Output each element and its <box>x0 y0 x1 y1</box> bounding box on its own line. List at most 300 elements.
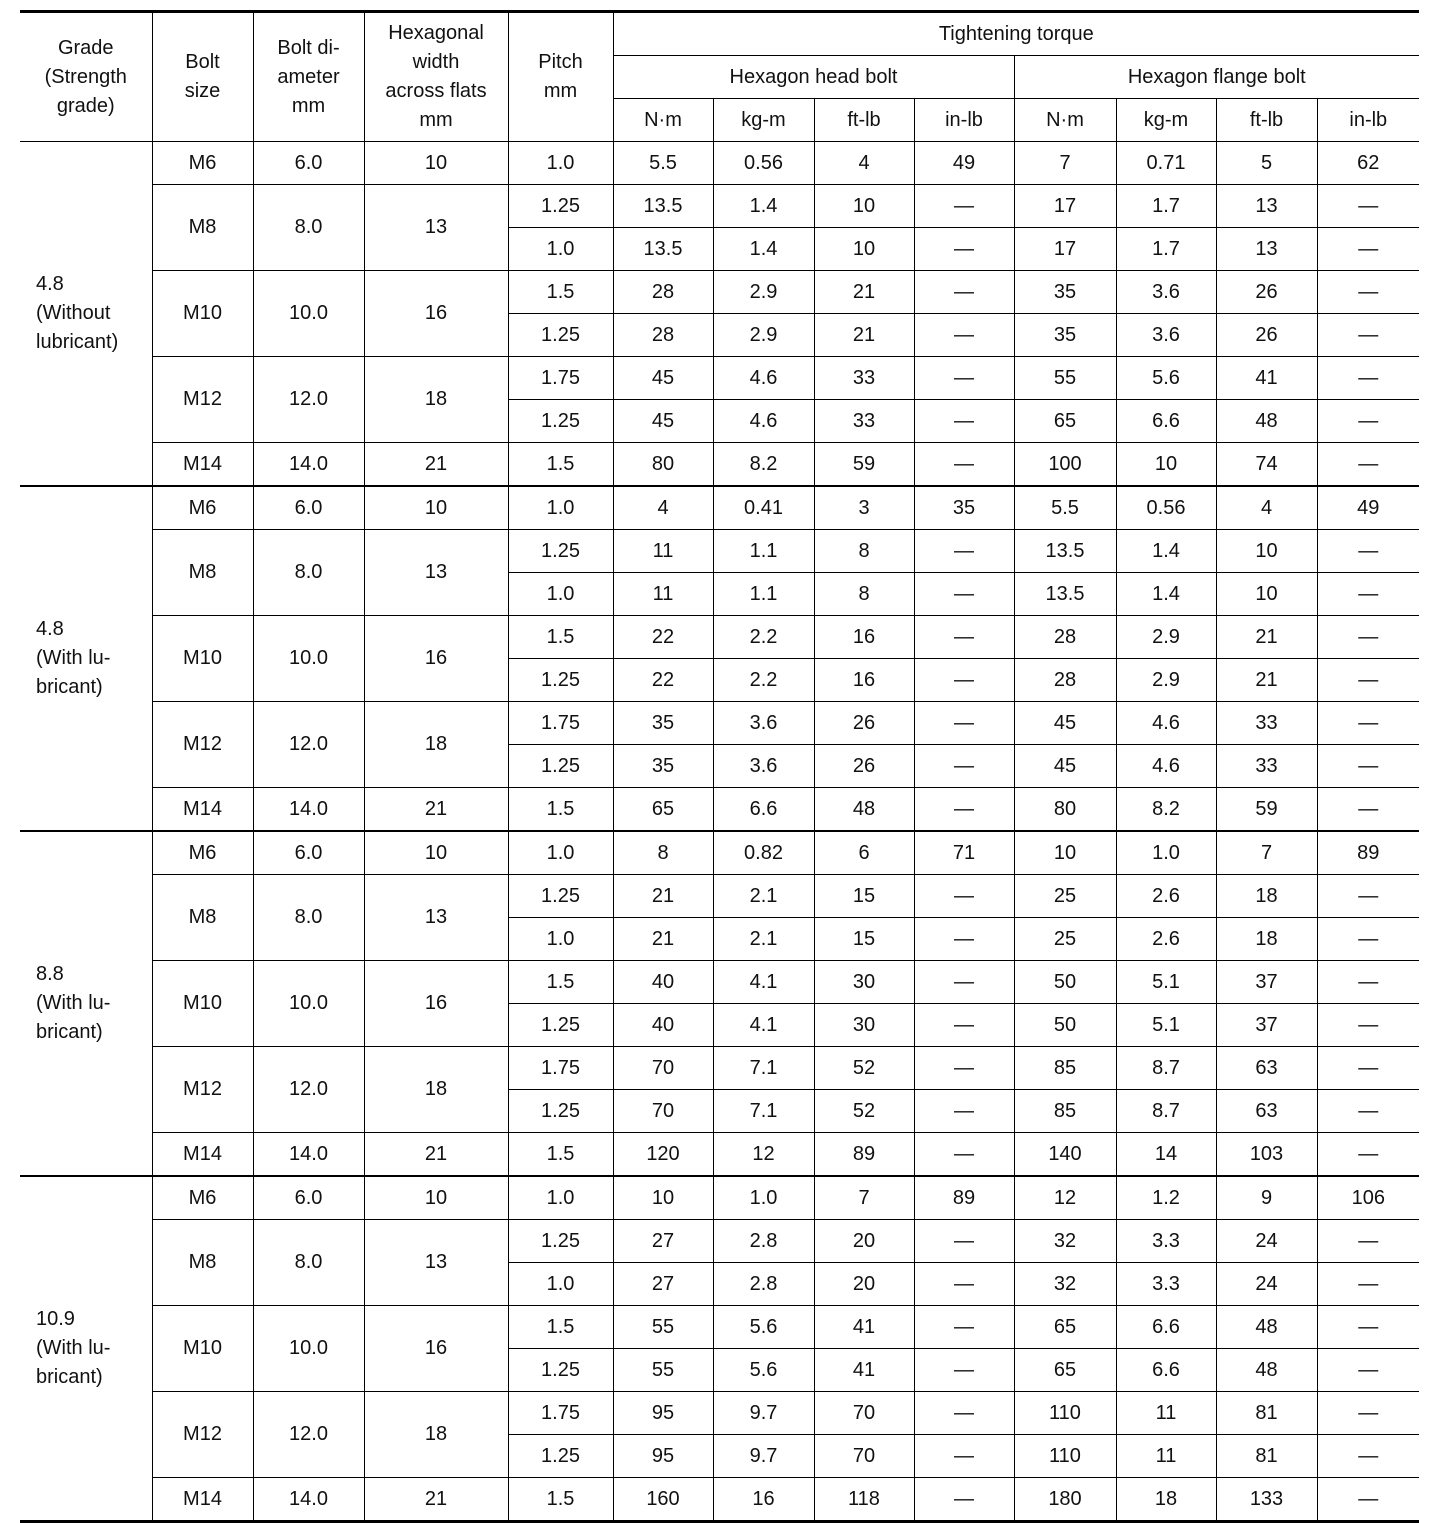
hex-head-torque-cell: — <box>914 1306 1014 1349</box>
bolt-size-cell: M12 <box>152 702 253 788</box>
hex-flange-torque-cell: 10 <box>1216 530 1317 573</box>
hex-flange-torque-cell: 48 <box>1216 400 1317 443</box>
hex-head-torque-cell: 9.7 <box>713 1435 814 1478</box>
hex-head-torque-cell: 1.4 <box>713 228 814 271</box>
hex-flange-torque-cell: 89 <box>1317 831 1419 875</box>
hex-flange-torque-cell: 37 <box>1216 1004 1317 1047</box>
hex-head-torque-cell: 1.0 <box>713 1176 814 1220</box>
hex-head-torque-cell: 0.56 <box>713 142 814 185</box>
hex-head-torque-cell: 11 <box>613 573 713 616</box>
hex-head-torque-cell: — <box>914 1263 1014 1306</box>
hex-width-cell: 21 <box>364 443 508 487</box>
hex-head-torque-cell: 28 <box>613 271 713 314</box>
bolt-diameter-cell: 14.0 <box>253 443 364 487</box>
pitch-cell: 1.25 <box>508 1220 613 1263</box>
hex-flange-torque-cell: — <box>1317 616 1419 659</box>
hex-flange-torque-cell: 1.4 <box>1116 573 1216 616</box>
hex-head-torque-cell: — <box>914 530 1014 573</box>
hex-flange-torque-cell: 85 <box>1014 1090 1116 1133</box>
hex-head-torque-cell: 59 <box>814 443 914 487</box>
grade-cell: 4.8 (Without lubricant) <box>20 142 152 487</box>
hex-flange-torque-cell: — <box>1317 1435 1419 1478</box>
pitch-cell: 1.5 <box>508 1478 613 1522</box>
hex-head-torque-cell: 4.1 <box>713 1004 814 1047</box>
hex-head-torque-cell: — <box>914 443 1014 487</box>
hex-head-torque-cell: 41 <box>814 1306 914 1349</box>
pitch-cell: 1.75 <box>508 1392 613 1435</box>
hex-flange-torque-cell: — <box>1317 961 1419 1004</box>
bolt-diameter-cell: 10.0 <box>253 1306 364 1392</box>
hex-flange-torque-cell: 13 <box>1216 228 1317 271</box>
hex-head-torque-cell: 89 <box>914 1176 1014 1220</box>
hex-head-torque-cell: 2.9 <box>713 314 814 357</box>
table-row <box>20 1047 1419 1090</box>
hex-flange-torque-cell: 50 <box>1014 1004 1116 1047</box>
pitch-cell: 1.5 <box>508 1133 613 1177</box>
bolt-diameter-cell: 10.0 <box>253 616 364 702</box>
pitch-cell: 1.0 <box>508 142 613 185</box>
hex-head-torque-cell: — <box>914 1047 1014 1090</box>
hex-flange-torque-cell: — <box>1317 573 1419 616</box>
hex-head-torque-cell: 10 <box>814 185 914 228</box>
hex-flange-torque-cell: 35 <box>1014 271 1116 314</box>
table-row <box>20 357 1419 400</box>
hex-head-torque-cell: 3 <box>814 486 914 530</box>
hex-flange-torque-cell: 100 <box>1014 443 1116 487</box>
hex-head-torque-cell: 21 <box>814 271 914 314</box>
hex-head-torque-cell: 7.1 <box>713 1047 814 1090</box>
hex-head-torque-cell: 22 <box>613 616 713 659</box>
hex-head-torque-cell: 1.4 <box>713 185 814 228</box>
hex-flange-torque-cell: 11 <box>1116 1392 1216 1435</box>
bolt-diameter-cell: 6.0 <box>253 486 364 530</box>
hex-flange-torque-cell: 25 <box>1014 918 1116 961</box>
hex-head-torque-cell: 49 <box>914 142 1014 185</box>
hex-head-torque-cell: 33 <box>814 357 914 400</box>
pitch-cell: 1.0 <box>508 228 613 271</box>
hex-flange-torque-cell: 81 <box>1216 1435 1317 1478</box>
pitch-cell: 1.5 <box>508 616 613 659</box>
hex-flange-torque-cell: 45 <box>1014 745 1116 788</box>
hex-flange-torque-cell: 74 <box>1216 443 1317 487</box>
hex-head-torque-cell: — <box>914 616 1014 659</box>
hex-flange-torque-cell: 49 <box>1317 486 1419 530</box>
hex-head-torque-cell: 2.2 <box>713 659 814 702</box>
hex-flange-torque-cell: — <box>1317 1133 1419 1177</box>
header-unit: in-lb <box>914 99 1014 142</box>
table-row <box>20 1478 1419 1522</box>
hex-flange-torque-cell: 5.6 <box>1116 357 1216 400</box>
pitch-cell: 1.75 <box>508 702 613 745</box>
hex-head-torque-cell: 48 <box>814 788 914 832</box>
hex-flange-torque-cell: 140 <box>1014 1133 1116 1177</box>
hex-flange-torque-cell: 6.6 <box>1116 400 1216 443</box>
pitch-cell: 1.25 <box>508 185 613 228</box>
hex-flange-torque-cell: 81 <box>1216 1392 1317 1435</box>
pitch-cell: 1.5 <box>508 443 613 487</box>
hex-flange-torque-cell: — <box>1317 875 1419 918</box>
hex-head-torque-cell: — <box>914 1090 1014 1133</box>
hex-head-torque-cell: 16 <box>814 659 914 702</box>
table-row <box>20 530 1419 573</box>
hex-flange-torque-cell: — <box>1317 400 1419 443</box>
hex-width-cell: 10 <box>364 486 508 530</box>
hex-head-torque-cell: 21 <box>613 918 713 961</box>
hex-head-torque-cell: 2.8 <box>713 1220 814 1263</box>
bolt-size-cell: M10 <box>152 961 253 1047</box>
hex-flange-torque-cell: 7 <box>1014 142 1116 185</box>
hex-head-torque-cell: 26 <box>814 702 914 745</box>
hex-flange-torque-cell: 1.7 <box>1116 228 1216 271</box>
hex-flange-torque-cell: — <box>1317 357 1419 400</box>
hex-head-torque-cell: 30 <box>814 1004 914 1047</box>
bolt-diameter-cell: 14.0 <box>253 1133 364 1177</box>
pitch-cell: 1.0 <box>508 1263 613 1306</box>
hex-head-torque-cell: 10 <box>814 228 914 271</box>
hex-flange-torque-cell: 59 <box>1216 788 1317 832</box>
hex-head-torque-cell: 13.5 <box>613 228 713 271</box>
hex-head-torque-cell: — <box>914 875 1014 918</box>
hex-head-torque-cell: 27 <box>613 1263 713 1306</box>
hex-head-torque-cell: 2.9 <box>713 271 814 314</box>
pitch-cell: 1.5 <box>508 788 613 832</box>
grade-cell: 4.8 (With lu- bricant) <box>20 486 152 831</box>
bolt-diameter-cell: 14.0 <box>253 788 364 832</box>
bolt-size-cell: M12 <box>152 1047 253 1133</box>
hex-width-cell: 13 <box>364 1220 508 1306</box>
bolt-diameter-cell: 12.0 <box>253 702 364 788</box>
hex-flange-torque-cell: 6.6 <box>1116 1306 1216 1349</box>
hex-flange-torque-cell: — <box>1317 1004 1419 1047</box>
table-row <box>20 142 1419 185</box>
pitch-cell: 1.25 <box>508 1349 613 1392</box>
hex-head-torque-cell: 6 <box>814 831 914 875</box>
grade-cell: 8.8 (With lu- bricant) <box>20 831 152 1176</box>
bolt-diameter-cell: 8.0 <box>253 1220 364 1306</box>
hex-flange-torque-cell: 63 <box>1216 1047 1317 1090</box>
hex-flange-torque-cell: 3.3 <box>1116 1220 1216 1263</box>
table-row <box>20 788 1419 832</box>
hex-flange-torque-cell: 65 <box>1014 1306 1116 1349</box>
hex-flange-torque-cell: 3.3 <box>1116 1263 1216 1306</box>
hex-flange-torque-cell: 2.9 <box>1116 659 1216 702</box>
hex-flange-torque-cell: — <box>1317 1220 1419 1263</box>
hex-flange-torque-cell: 1.4 <box>1116 530 1216 573</box>
hex-flange-torque-cell: — <box>1317 443 1419 487</box>
hex-head-torque-cell: — <box>914 271 1014 314</box>
hex-flange-torque-cell: — <box>1317 228 1419 271</box>
table-row <box>20 702 1419 745</box>
bolt-size-cell: M14 <box>152 788 253 832</box>
hex-head-torque-cell: 11 <box>613 530 713 573</box>
table-row <box>20 875 1419 918</box>
bolt-size-cell: M8 <box>152 185 253 271</box>
hex-width-cell: 21 <box>364 1478 508 1522</box>
hex-head-torque-cell: 41 <box>814 1349 914 1392</box>
bolt-size-cell: M10 <box>152 271 253 357</box>
bolt-diameter-cell: 8.0 <box>253 875 364 961</box>
hex-flange-torque-cell: 80 <box>1014 788 1116 832</box>
hex-flange-torque-cell: 10 <box>1116 443 1216 487</box>
hex-head-torque-cell: 15 <box>814 875 914 918</box>
header-unit: ft-lb <box>1216 99 1317 142</box>
hex-flange-torque-cell: 106 <box>1317 1176 1419 1220</box>
hex-flange-torque-cell: — <box>1317 1349 1419 1392</box>
hex-width-cell: 10 <box>364 831 508 875</box>
hex-head-torque-cell: 20 <box>814 1220 914 1263</box>
pitch-cell: 1.0 <box>508 1176 613 1220</box>
pitch-cell: 1.0 <box>508 918 613 961</box>
hex-width-cell: 16 <box>364 1306 508 1392</box>
hex-width-cell: 16 <box>364 271 508 357</box>
pitch-cell: 1.0 <box>508 831 613 875</box>
table-row <box>20 486 1419 530</box>
hex-head-torque-cell: — <box>914 1349 1014 1392</box>
table-row <box>20 616 1419 659</box>
hex-width-cell: 10 <box>364 142 508 185</box>
hex-head-torque-cell: 4.6 <box>713 400 814 443</box>
hex-flange-torque-cell: 28 <box>1014 659 1116 702</box>
hex-flange-torque-cell: — <box>1317 1263 1419 1306</box>
hex-flange-torque-cell: 45 <box>1014 702 1116 745</box>
hex-width-cell: 21 <box>364 788 508 832</box>
table-row <box>20 185 1419 228</box>
hex-head-torque-cell: 2.8 <box>713 1263 814 1306</box>
hex-head-torque-cell: — <box>914 1220 1014 1263</box>
hex-head-torque-cell: — <box>914 1004 1014 1047</box>
bolt-size-cell: M8 <box>152 875 253 961</box>
hex-flange-torque-cell: 4 <box>1216 486 1317 530</box>
hex-flange-torque-cell: 9 <box>1216 1176 1317 1220</box>
hex-head-torque-cell: 2.1 <box>713 875 814 918</box>
torque-table <box>20 10 1419 1523</box>
hex-head-torque-cell: 55 <box>613 1349 713 1392</box>
hex-head-torque-cell: 22 <box>613 659 713 702</box>
hex-flange-torque-cell: 5.1 <box>1116 961 1216 1004</box>
bolt-diameter-cell: 12.0 <box>253 357 364 443</box>
hex-head-torque-cell: 35 <box>613 745 713 788</box>
hex-flange-torque-cell: 18 <box>1216 875 1317 918</box>
table-header <box>20 12 1419 142</box>
hex-flange-torque-cell: 18 <box>1216 918 1317 961</box>
hex-width-cell: 18 <box>364 1047 508 1133</box>
hex-head-torque-cell: 2.2 <box>713 616 814 659</box>
hex-flange-torque-cell: 8.2 <box>1116 788 1216 832</box>
header-unit: in-lb <box>1317 99 1419 142</box>
hex-flange-torque-cell: 63 <box>1216 1090 1317 1133</box>
hex-head-torque-cell: 0.82 <box>713 831 814 875</box>
hex-flange-torque-cell: 55 <box>1014 357 1116 400</box>
bolt-size-cell: M14 <box>152 443 253 487</box>
hex-head-torque-cell: 2.1 <box>713 918 814 961</box>
hex-width-cell: 21 <box>364 1133 508 1177</box>
hex-head-torque-cell: 28 <box>613 314 713 357</box>
hex-flange-torque-cell: 4.6 <box>1116 745 1216 788</box>
hex-flange-torque-cell: 103 <box>1216 1133 1317 1177</box>
hex-width-cell: 18 <box>364 702 508 788</box>
hex-head-torque-cell: 8 <box>613 831 713 875</box>
hex-flange-torque-cell: 8.7 <box>1116 1047 1216 1090</box>
hex-head-torque-cell: 40 <box>613 961 713 1004</box>
hex-flange-torque-cell: 33 <box>1216 702 1317 745</box>
hex-flange-torque-cell: 133 <box>1216 1478 1317 1522</box>
table-row <box>20 1133 1419 1177</box>
hex-flange-torque-cell: — <box>1317 314 1419 357</box>
hex-head-torque-cell: 8.2 <box>713 443 814 487</box>
hex-head-torque-cell: 52 <box>814 1047 914 1090</box>
hex-flange-torque-cell: 12 <box>1014 1176 1116 1220</box>
hex-head-torque-cell: — <box>914 1392 1014 1435</box>
pitch-cell: 1.5 <box>508 961 613 1004</box>
hex-head-torque-cell: — <box>914 659 1014 702</box>
hex-head-torque-cell: — <box>914 185 1014 228</box>
bolt-diameter-cell: 6.0 <box>253 1176 364 1220</box>
pitch-cell: 1.5 <box>508 271 613 314</box>
hex-head-torque-cell: 65 <box>613 788 713 832</box>
hex-head-torque-cell: — <box>914 573 1014 616</box>
hex-head-torque-cell: 26 <box>814 745 914 788</box>
hex-head-torque-cell: 35 <box>914 486 1014 530</box>
hex-head-torque-cell: — <box>914 357 1014 400</box>
pitch-cell: 1.0 <box>508 573 613 616</box>
hex-flange-torque-cell: 13.5 <box>1014 530 1116 573</box>
hex-head-torque-cell: 21 <box>613 875 713 918</box>
bolt-diameter-cell: 10.0 <box>253 271 364 357</box>
hex-flange-torque-cell: 110 <box>1014 1392 1116 1435</box>
hex-head-torque-cell: 33 <box>814 400 914 443</box>
hex-width-cell: 18 <box>364 1392 508 1478</box>
hex-head-torque-cell: 6.6 <box>713 788 814 832</box>
hex-head-torque-cell: 7.1 <box>713 1090 814 1133</box>
hex-head-torque-cell: — <box>914 314 1014 357</box>
hex-head-torque-cell: 10 <box>613 1176 713 1220</box>
hex-flange-torque-cell: 180 <box>1014 1478 1116 1522</box>
table-row <box>20 271 1419 314</box>
table-row <box>20 443 1419 487</box>
pitch-cell: 1.25 <box>508 400 613 443</box>
hex-head-torque-cell: 70 <box>613 1047 713 1090</box>
hex-head-torque-cell: 27 <box>613 1220 713 1263</box>
hex-flange-torque-cell: 24 <box>1216 1220 1317 1263</box>
hex-head-torque-cell: 8 <box>814 573 914 616</box>
hex-head-torque-cell: 95 <box>613 1392 713 1435</box>
header-bolt-diameter: Bolt di- ameter mm <box>253 12 364 142</box>
hex-flange-torque-cell: 5 <box>1216 142 1317 185</box>
hex-flange-torque-cell: — <box>1317 702 1419 745</box>
hex-head-torque-cell: 15 <box>814 918 914 961</box>
hex-flange-torque-cell: 37 <box>1216 961 1317 1004</box>
hex-head-torque-cell: 35 <box>613 702 713 745</box>
hex-head-torque-cell: 55 <box>613 1306 713 1349</box>
hex-flange-torque-cell: 50 <box>1014 961 1116 1004</box>
header-hex-head-bolt: Hexagon head bolt <box>613 56 1014 99</box>
hex-head-torque-cell: 160 <box>613 1478 713 1522</box>
pitch-cell: 1.0 <box>508 486 613 530</box>
hex-head-torque-cell: 5.5 <box>613 142 713 185</box>
table-row <box>20 1392 1419 1435</box>
bolt-size-cell: M8 <box>152 530 253 616</box>
header-hex-flange-bolt: Hexagon flange bolt <box>1014 56 1419 99</box>
hex-flange-torque-cell: 48 <box>1216 1306 1317 1349</box>
hex-head-torque-cell: 7 <box>814 1176 914 1220</box>
hex-flange-torque-cell: 13 <box>1216 185 1317 228</box>
hex-head-torque-cell: 80 <box>613 443 713 487</box>
hex-head-torque-cell: 89 <box>814 1133 914 1177</box>
hex-head-torque-cell: — <box>914 1133 1014 1177</box>
hex-flange-torque-cell: 24 <box>1216 1263 1317 1306</box>
hex-head-torque-cell: 52 <box>814 1090 914 1133</box>
hex-width-cell: 13 <box>364 875 508 961</box>
table-row <box>20 1306 1419 1349</box>
header-unit: ft-lb <box>814 99 914 142</box>
hex-head-torque-cell: 0.41 <box>713 486 814 530</box>
hex-flange-torque-cell: 6.6 <box>1116 1349 1216 1392</box>
bolt-size-cell: M6 <box>152 1176 253 1220</box>
hex-head-torque-cell: — <box>914 961 1014 1004</box>
hex-head-torque-cell: 4 <box>814 142 914 185</box>
hex-head-torque-cell: 70 <box>613 1090 713 1133</box>
hex-flange-torque-cell: 65 <box>1014 400 1116 443</box>
hex-head-torque-cell: — <box>914 1478 1014 1522</box>
hex-flange-torque-cell: 7 <box>1216 831 1317 875</box>
hex-width-cell: 18 <box>364 357 508 443</box>
hex-head-torque-cell: 118 <box>814 1478 914 1522</box>
hex-flange-torque-cell: — <box>1317 1478 1419 1522</box>
pitch-cell: 1.5 <box>508 1306 613 1349</box>
hex-flange-torque-cell: 2.6 <box>1116 918 1216 961</box>
hex-flange-torque-cell: 26 <box>1216 271 1317 314</box>
bolt-size-cell: M6 <box>152 142 253 185</box>
header-unit: N·m <box>613 99 713 142</box>
hex-head-torque-cell: 20 <box>814 1263 914 1306</box>
hex-flange-torque-cell: 18 <box>1116 1478 1216 1522</box>
hex-flange-torque-cell: 32 <box>1014 1220 1116 1263</box>
hex-flange-torque-cell: 4.6 <box>1116 702 1216 745</box>
hex-head-torque-cell: 9.7 <box>713 1392 814 1435</box>
hex-flange-torque-cell: 3.6 <box>1116 271 1216 314</box>
bolt-size-cell: M10 <box>152 616 253 702</box>
header-bolt-size: Bolt size <box>152 12 253 142</box>
hex-flange-torque-cell: 2.9 <box>1116 616 1216 659</box>
header-pitch: Pitch mm <box>508 12 613 142</box>
hex-head-torque-cell: 30 <box>814 961 914 1004</box>
hex-head-torque-cell: 1.1 <box>713 530 814 573</box>
bolt-size-cell: M10 <box>152 1306 253 1392</box>
hex-flange-torque-cell: — <box>1317 918 1419 961</box>
hex-flange-torque-cell: 10 <box>1216 573 1317 616</box>
bolt-diameter-cell: 6.0 <box>253 142 364 185</box>
hex-head-torque-cell: 95 <box>613 1435 713 1478</box>
bolt-diameter-cell: 12.0 <box>253 1047 364 1133</box>
hex-head-torque-cell: 70 <box>814 1392 914 1435</box>
hex-flange-torque-cell: 2.6 <box>1116 875 1216 918</box>
header-hex-width: Hexagonal width across flats mm <box>364 12 508 142</box>
bolt-size-cell: M6 <box>152 486 253 530</box>
hex-head-torque-cell: 21 <box>814 314 914 357</box>
hex-flange-torque-cell: — <box>1317 1306 1419 1349</box>
header-unit: kg-m <box>1116 99 1216 142</box>
table-body <box>20 142 1419 1522</box>
hex-flange-torque-cell: 25 <box>1014 875 1116 918</box>
hex-flange-torque-cell: — <box>1317 788 1419 832</box>
hex-flange-torque-cell: 5.1 <box>1116 1004 1216 1047</box>
table-row <box>20 1220 1419 1263</box>
pitch-cell: 1.25 <box>508 659 613 702</box>
hex-flange-torque-cell: 17 <box>1014 228 1116 271</box>
hex-head-torque-cell: 4 <box>613 486 713 530</box>
hex-flange-torque-cell: 35 <box>1014 314 1116 357</box>
grade-cell: 10.9 (With lu- bricant) <box>20 1176 152 1522</box>
